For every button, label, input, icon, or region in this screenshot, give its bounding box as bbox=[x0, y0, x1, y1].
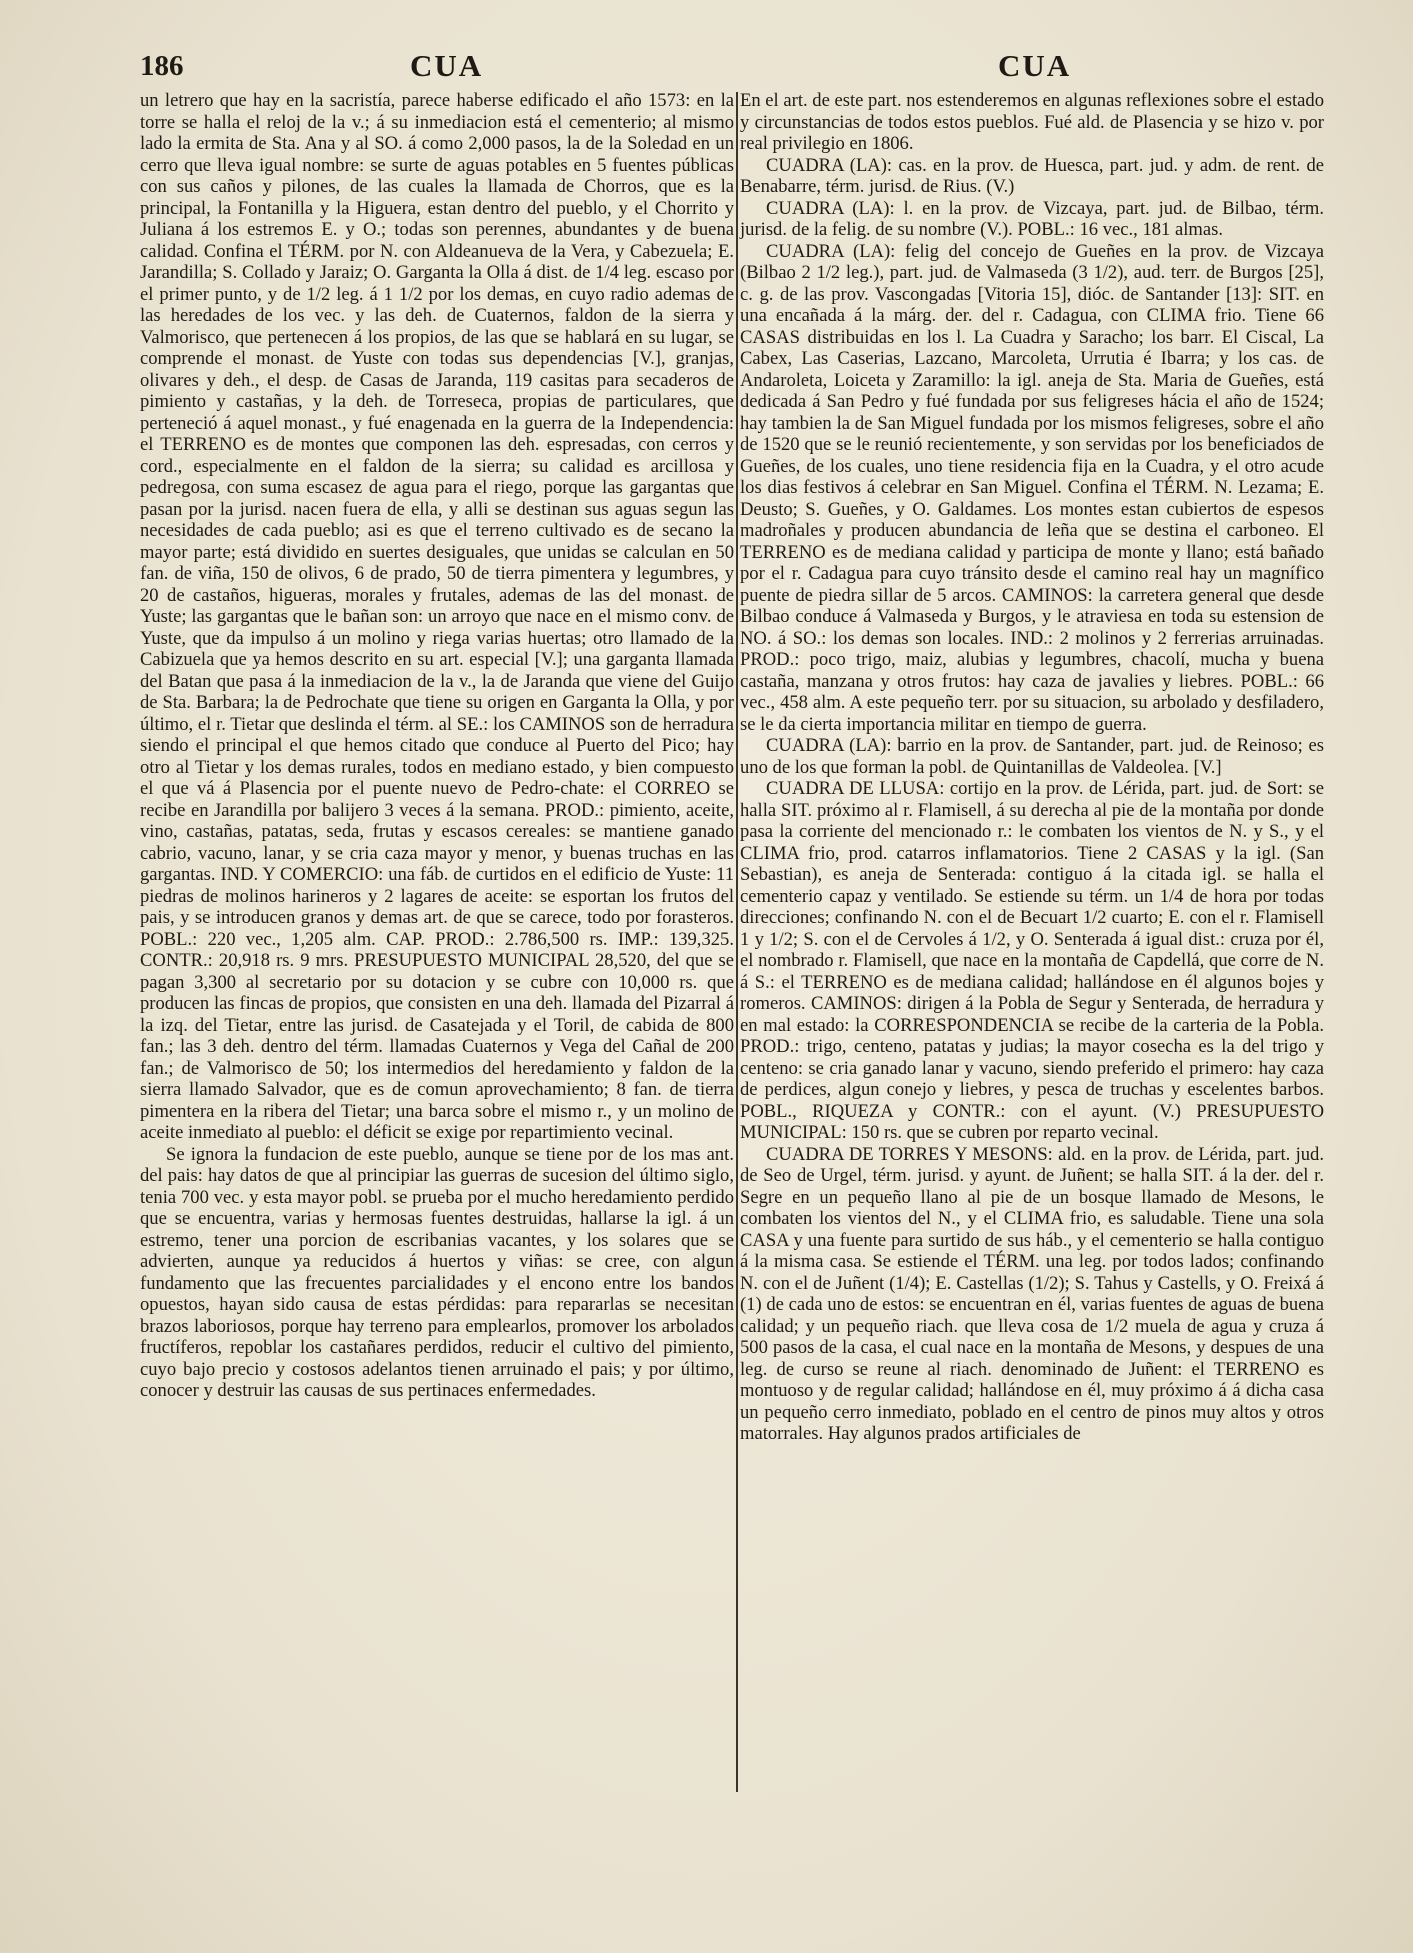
entry-cuadra-la-huesca: CUADRA (LA): cas. en la prov. de Huesca, part. jud. y adm. de rent. de Benabarre, térm. jurisd. de Rius. (V.) bbox=[740, 154, 1324, 197]
paragraph: En el art. de este part. nos estenderemos en algunas reflexiones sobre el estado y circunstancias de todos estos pueblos. Fué ald. de Plasencia y se hizo v. por real privilegio en 1806. bbox=[740, 90, 1324, 154]
entry-cuadra-de-llusa: CUADRA DE LLUSA: cortijo en la prov. de Lérida, part. jud. de Sort: se halla SIT. próximo al r. Flamisell, á su derecha al pie de la montaña por donde pasa la corriente del mencionado r.: le combaten los vientos de N. y S., y el CLIMA frio, prod. catarros inflamatorios. Tiene 2 CASAS y la igl. (San Sebastian), es aneja de Senterada: contiguo á la citada igl. se halla el cementerio capaz y ventilado. Se estiende su térm. un 1/4 de hora por todas direcciones; confinando N. con el de Becuart 1/2 cuarto; E. con el r. Flamisell 1 y 1/2; S. con el de Cervoles á 1/2, y O. Senterada á igual dist.: cruza por él, el nombrado r. Flamisell, que nace en la montaña de Capdellá, que corre de N. á S.: el TERRENO es de mediana calidad; hallándose en él algunos bojes y romeros. CAMINOS: dirigen á la Pobla de Segur y Senterada, de herradura y en mal estado: la CORRESPONDENCIA se recibe de la carteria de la Pobla. PROD.: trigo, centeno, patatas y judias; la mayor cosecha es la del trigo y centeno: se cria ganado lanar y vacuno, siendo preferido el primero: hay caza de perdices, algun conejo y liebres, y pesca de truchas y escelentes barbos. POBL., RIQUEZA y CONTR.: con el ayunt. (V.) PRESUPUESTO MUNICIPAL: 150 rs. que se cubren por reparto vecinal. bbox=[740, 778, 1324, 1143]
left-running-head: CUA bbox=[410, 48, 484, 83]
entry-cuadra-la-santander: CUADRA (LA): barrio en la prov. de Santander, part. jud. de Reinoso; es uno de los que forman la pobl. de Quintanillas de Valdeolea. [V.] bbox=[740, 735, 1324, 778]
entry-cuadra-la-vizcaya-lugar: CUADRA (LA): l. en la prov. de Vizcaya, part. jud. de Bilbao, térm. jurisd. de la felig. de su nombre (V.). POBL.: 16 vec., 181 almas. bbox=[740, 197, 1324, 240]
entry-cuadra-de-torres-y-mesons: CUADRA DE TORRES Y MESONS: ald. en la prov. de Lérida, part. jud. de Seo de Urgel, térm. jurisd. y ayunt. de Juñent; se halla SIT. á la der. del r. Segre en un pequeño llano al pie de un bosque llamado de Mesons, le combaten los vientos del N., y el CLIMA frio, es saludable. Tiene una sola CASA y una fuente para surtido de sus háb., y el cementerio se halla contiguo á la misma casa. Se estiende el TÉRM. una leg. por todos lados; confinando N. con el de Juñent (1/4); E. Castellas (1/2); S. Tahus y Castells, y O. Freixá á (1) de cada uno de estos: se encuentran en él, varias fuentes de aguas de buena calidad; y un pequeño riach. que lleva cosa de 1/2 muela de agua y cruza á 500 pasos de la casa, el cual nace en la montaña de Mesons, y despues de una leg. de curso se reune al riach. denominado de Juñent: el TERRENO es montuoso y de regular calidad; hallándose en él, muy próximo á á dicha casa un pequeño cerro inmediato, poblado en el centro de pinos muy altos y otros matorrales. Hay algunos prados artificiales de bbox=[740, 1143, 1324, 1444]
page-header bbox=[140, 46, 1353, 86]
column-divider bbox=[736, 92, 738, 1792]
page-number: 186 bbox=[140, 50, 184, 82]
left-column bbox=[140, 90, 734, 1402]
right-column bbox=[740, 90, 1324, 1445]
right-running-head: CUA bbox=[998, 48, 1072, 83]
paragraph: Se ignora la fundacion de este pueblo, aunque se tiene por de los mas ant. del pais: hay datos de que al principiar las guerras de sucesion del último siglo, tenia 700 vec. y esta mayor pobl. se prueba por el mucho heredamiento perdido que se encuentra, varias y hermosas fuentes destruidas, hallarse la igl. á un estremo, tener una porcion de escribanias vacantes, y los solares que se advierten, aunque ya reducidos á huertos y viñas: se cree, con algun fundamento que las frecuentes parcialidades y el encono entre los bandos opuestos, hayan sido causa de estas pérdidas: para repararlas se necesitan brazos laboriosos, porque hay terreno para emplearlos, promover los arbolados fructíferos, repoblar los castañares perdidos, reducir el cultivo del pimiento, cuyo bajo precio y costosos adelantos tienen arruinado el pais; y por último, conocer y destruir las causas de sus pertinaces enfermedades. bbox=[140, 1143, 734, 1401]
entry-cuadra-la-vizcaya-feligresia: CUADRA (LA): felig del concejo de Gueñes en la prov. de Vizcaya (Bilbao 2 1/2 leg.), part. jud. de Valmaseda (3 1/2), aud. terr. de Burgos [25], c. g. de las prov. Vascongadas [Vitoria 15], dióc. de Santander [13]: SIT. en una encañada á la márg. der. del r. Cadagua, con CLIMA frio. Tiene 66 CASAS distribuidas en los l. La Cuadra y Saracho; los barr. El Ciscal, La Cabex, Las Caserias, Lazcano, Marcoleta, Urrutia é Ibarra; y los cas. de Andaroleta, Loiceta y Zaramillo: la igl. aneja de Sta. Maria de Gueñes, está dedicada á San Pedro y fué fundada por sus feligreses hácia el año de 1524; hay tambien la de San Miguel fundada por los mismos feligreses, sobre el año de 1520 que se le reunió recientemente, y son servidas por los beneficiados de Gueñes, de los cuales, uno tiene residencia fija en la Cuadra, y el otro acude los dias festivos á celebrar en San Miguel. Confina el TÉRM. N. Lezama; E. Deusto; S. Gueñes, y O. Galdames. Los montes estan cubiertos de espesos madroñales y producen abundancia de leña que se destina el carboneo. El TERRENO es de mediana calidad y participa de monte y llano; está bañado por el r. Cadagua para cuyo tránsito desde el camino real hay un magnífico puente de piedra sillar de 5 arcos. CAMINOS: la carretera general que desde Bilbao conduce á Valmaseda y Burgos, y le atraviesa en toda su estension de NO. á SO.: los demas son locales. IND.: 2 molinos y 2 ferrerias arruinadas. PROD.: poco trigo, maiz, alubias y legumbres, chacolí, mucha y buena castaña, manzana y otros frutos: hay caza de javalies y liebres. POBL.: 66 vec., 458 alm. A este pequeño terr. por su situacion, su arbolado y desfiladero, se le da cierta importancia militar en tiempo de guerra. bbox=[740, 240, 1324, 735]
paragraph: un letrero que hay en la sacristía, parece haberse edificado el año 1573: en la torre se halla el reloj de la v.; á su inmediacion está el cementerio; al mismo lado la ermita de Sta. Ana y al SO. á como 2,000 pasos, la de la Soledad en un cerro que lleva igual nombre: se surte de aguas potables en 5 fuentes públicas con sus caños y pilones, de las cuales la llamada de Chorros, que es la principal, la Fontanilla y la Higuera, estan dentro del pueblo, y el Chorrito y Juliana á los estremos E. y O.; todas son perennes, abundantes y de buena calidad. Confina el TÉRM. por N. con Aldeanueva de la Vera, y Cabezuela; E. Jarandilla; S. Collado y Jaraiz; O. Garganta la Olla á dist. de 1/4 leg. escaso por el primer punto, y de 1/2 leg. á 1 1/2 por los demas, en cuyo radio ademas de las heredades de los vec. y las deh. de Cuaternos, faldon de la sierra y Valmorisco, que pertenecen á los propios, de las que se hablará en su lugar, se comprende el monast. de Yuste con todas sus dependencias [V.], granjas, olivares y deh., el desp. de Casas de Jaranda, 119 casitas para secaderos de pimiento y castañas, y la deh. de Torreseca, propias de particulares, que perteneció á aquel monast., y fué enagenada en la guerra de la Independencia: el TERRENO es de montes que componen las deh. espresadas, con cerros y cord., especialmente en el faldon de la sierra; su calidad es arcillosa y pedregosa, con suma escasez de agua para el riego, porque las gargantas que pasan por la jurisd. nacen fuera de ella, y alli se destinan sus aguas segun las necesidades de cada pueblo; asi es que el terreno cultivado es de secano la mayor parte; está dividido en suertes desiguales, que unidas se calculan en 50 fan. de viña, 150 de olivos, 6 de prado, 50 de tierra pimentera y legumbres, y 20 de castaños, higueras, morales y frutales, ademas de las del monast. de Yuste; las gargantas que le bañan son: un arroyo que nace en el mismo conv. de Yuste, que da impulso á un molino y riega varias huertas; otro llamado de la Cabizuela que ya hemos descrito en su art. especial [V.]; una garganta llamada del Batan que pasa á la inmediacion de la v., la de Jaranda que viene del Guijo de Sta. Barbara; la de Pedrochate que tiene su origen en Garganta la Olla, y por último, el r. Tietar que deslinda el térm. al SE.: los CAMINOS son de herradura siendo el principal el que hemos citado que conduce al Puerto del Pico; hay otro al Tietar y los demas rurales, todos en mediano estado, y bien compuesto el que vá á Plasencia por el puente nuevo de Pedro-chate: el CORREO se recibe en Jarandilla por balijero 3 veces á la semana. PROD.: pimiento, aceite, vino, castañas, patatas, seda, frutas y escasos cereales: se mantiene ganado cabrio, vacuno, lanar, y se cria caza mayor y menor, y buenas truchas en las gargantas. IND. Y COMERCIO: una fáb. de curtidos en el edificio de Yuste: 11 piedras de molinos harineros y 2 lagares de aceite: se esportan los frutos del pais, y se introducen granos y demas art. de que se carece, todo por forasteros. POBL.: 220 vec., 1,205 alm. CAP. PROD.: 2.786,500 rs. IMP.: 139,325. CONTR.: 20,918 rs. 9 mrs. PRESUPUESTO MUNICIPAL 28,520, del que se pagan 3,300 al secretario por su dotacion y se cubre con 10,000 rs. que producen las fincas de propios, que consisten en una deh. llamada del Pizarral á la izq. del Tietar, entre las jurisd. de Casatejada y el Toril, de cabida de 800 fan.; las 3 deh. dentro del térm. llamadas Cuaternos y Vega del Cañal de 200 fan.; de Valmorisco de 50; los intermedios del heredamiento y faldon de la sierra llamado Salvador, que es de comun aprovechamiento; 8 fan. de tierra pimentera en la ribera del Tietar; una barca sobre el mismo r., y un molino de aceite inmediato al pueblo: el déficit se exige por repartimiento vecinal. bbox=[140, 90, 734, 1143]
